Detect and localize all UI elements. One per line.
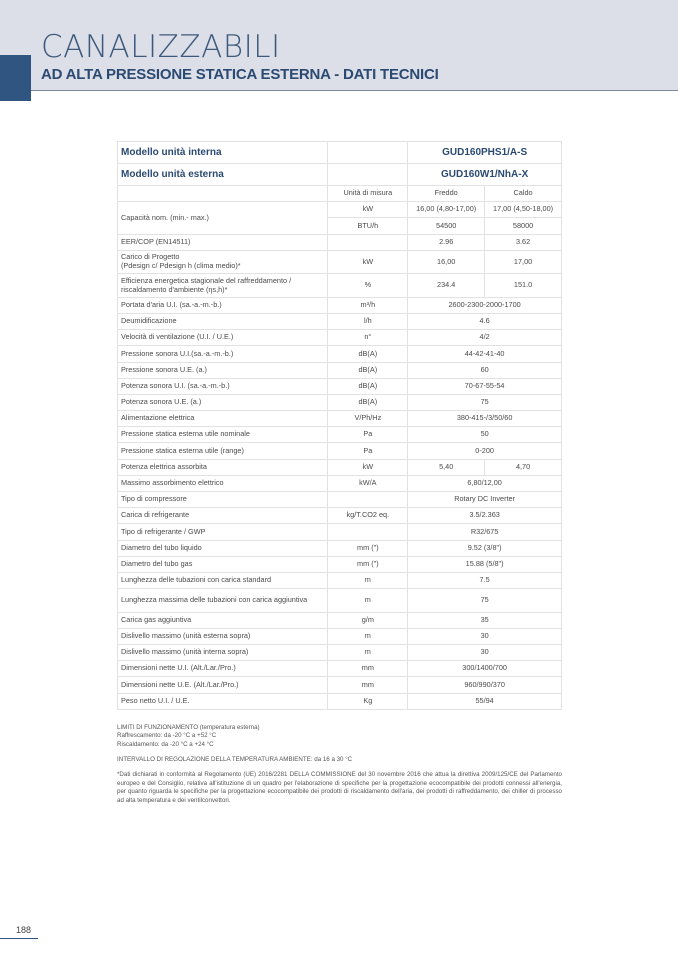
unit-cell: kW (328, 459, 408, 475)
row-label: Efficienza energetica stagionale del raffreddamento / riscaldamento d'ambiente (ηs,h)* (118, 274, 328, 298)
unit-cell: mm (328, 661, 408, 677)
value-cell: 58000 (485, 218, 562, 234)
unit-cell (328, 492, 408, 508)
unit-cell: g/m (328, 612, 408, 628)
table-row (118, 394, 562, 410)
unit-cell: mm (328, 677, 408, 693)
value-cell: R32/675 (408, 524, 562, 540)
row-label: Carica gas aggiuntiva (118, 612, 328, 628)
row-label: Pressione statica esterna utile (range) (118, 443, 328, 459)
value-cell: 30 (408, 628, 562, 644)
table-row (118, 693, 562, 709)
row-label: Pressione statica esterna utile nominale (118, 427, 328, 443)
notes (117, 724, 562, 812)
page-number-rule (0, 938, 38, 939)
col-unit: Unità di misura (328, 186, 408, 202)
empty-cell (328, 164, 408, 186)
unit-cell: dB(A) (328, 362, 408, 378)
row-label: Carico di Progetto (Pdesign c/ Pdesign h (clima medio)* (118, 250, 328, 274)
unit-cell: m (328, 645, 408, 661)
unit-cell: mm (") (328, 556, 408, 572)
unit-cell: m (328, 572, 408, 588)
table-row (118, 362, 562, 378)
table-row (118, 540, 562, 556)
value-cell: 0-200 (408, 443, 562, 459)
table-row (118, 330, 562, 346)
row-label: EER/COP (EN14511) (118, 234, 328, 250)
value-cell: 17,00 (485, 250, 562, 274)
empty-cell (118, 186, 328, 202)
unit-cell: m³/h (328, 297, 408, 313)
table-row (118, 459, 562, 475)
table-row (118, 524, 562, 540)
value-cell: 9.52 (3/8") (408, 540, 562, 556)
outdoor-model-row (118, 164, 562, 186)
value-cell: 75 (408, 394, 562, 410)
unit-cell: dB(A) (328, 378, 408, 394)
indoor-model-row (118, 142, 562, 164)
table-row (118, 274, 562, 298)
cooling-limits: Raffrescamento: da -20 °C a +52 °C (117, 732, 217, 740)
row-label: Velocità di ventilazione (U.I. / U.E.) (118, 330, 328, 346)
limits-title: LIMITI DI FUNZIONAMENTO (temperatura esterna) (117, 724, 260, 731)
value-cell: 54500 (408, 218, 485, 234)
table-row (118, 612, 562, 628)
footnote: *Dati dichiarati in conformità al Regolamento (UE) 2016/2281 DELLA COMMISSIONE del 30 novembre 2016 che attua la direttiva 2009/125/CE del Parlamento europeo e del Consiglio, relativa all'istituzione di un quadro per l'elaborazione di specifiche per la progettazione ecocompatibile dei prodotti connessi all'energia, per quanto riguarda le specifiche per la progettazione ecocompatibile dei prodotti di riscaldamento dell'aria, dei prodotti di raffreddamento, dei chiller di processo ad alta temperatura e dei ventilconvettori. (117, 771, 562, 804)
value-cell: 35 (408, 612, 562, 628)
value-cell: 2.96 (408, 234, 485, 250)
row-label: Massimo assorbimento elettrico (118, 475, 328, 491)
row-label: Potenza elettrica assorbita (118, 459, 328, 475)
value-cell: 151.0 (485, 274, 562, 298)
unit-cell: V/Ph/Hz (328, 411, 408, 427)
table-row (118, 411, 562, 427)
value-cell: 60 (408, 362, 562, 378)
row-label: Carica di refrigerante (118, 508, 328, 524)
table-row (118, 556, 562, 572)
value-cell: 5,40 (408, 459, 485, 475)
table-row (118, 250, 562, 274)
value-cell: 70-67-55-54 (408, 378, 562, 394)
unit-cell: m (328, 628, 408, 644)
value-cell: 2600-2300-2000-1700 (408, 297, 562, 313)
indoor-model-value: GUD160PHS1/A-S (408, 142, 562, 164)
table-row (118, 661, 562, 677)
empty-cell (328, 142, 408, 164)
row-label: Tipo di compressore (118, 492, 328, 508)
table-row (118, 645, 562, 661)
value-cell: Rotary DC Inverter (408, 492, 562, 508)
row-label: Deumidificazione (118, 313, 328, 329)
row-label: Pressione sonora U.E. (a.) (118, 362, 328, 378)
value-cell: 3.62 (485, 234, 562, 250)
value-cell: 15.88 (5/8") (408, 556, 562, 572)
column-header-row (118, 186, 562, 202)
value-cell: 6,80/12,00 (408, 475, 562, 491)
table-row (118, 677, 562, 693)
row-label: Dislivello massimo (unità esterna sopra) (118, 628, 328, 644)
outdoor-model-label: Modello unità esterna (118, 164, 328, 186)
row-label: Tipo di refrigerante / GWP (118, 524, 328, 540)
row-label: Potenza sonora U.I. (sa.-a.-m.-b.) (118, 378, 328, 394)
row-label: Lunghezza massima delle tubazioni con carica aggiuntiva (118, 589, 328, 613)
value-cell: 4/2 (408, 330, 562, 346)
table-row (118, 572, 562, 588)
col-hot: Caldo (485, 186, 562, 202)
value-cell: 55/94 (408, 693, 562, 709)
unit-cell (328, 524, 408, 540)
table-row (118, 628, 562, 644)
row-label: Lunghezza delle tubazioni con carica standard (118, 572, 328, 588)
row-label: Portata d'aria U.I. (sa.-a.-m.-b.) (118, 297, 328, 313)
value-cell: 75 (408, 589, 562, 613)
table-row (118, 313, 562, 329)
table-row (118, 589, 562, 613)
value-cell: 960/990/370 (408, 677, 562, 693)
value-cell: 380-415-/3/50/60 (408, 411, 562, 427)
value-cell: 16,00 (4,80-17,00) (408, 202, 485, 218)
value-cell: 30 (408, 645, 562, 661)
row-label: Dimensioni nette U.E. (Alt./Lar./Pro.) (118, 677, 328, 693)
unit-cell (328, 234, 408, 250)
table-row (118, 443, 562, 459)
unit-cell: kW (328, 202, 408, 218)
value-cell: 3.5/2.363 (408, 508, 562, 524)
unit-cell: Pa (328, 427, 408, 443)
col-cold: Freddo (408, 186, 485, 202)
row-label: Alimentazione elettrica (118, 411, 328, 427)
unit-cell: kW/A (328, 475, 408, 491)
outdoor-model-value: GUD160W1/NhA-X (408, 164, 562, 186)
heating-limits: Riscaldamento: da -20 °C a +24 °C (117, 740, 214, 748)
capacity-label: Capacità nom. (min.- max.) (118, 202, 328, 234)
unit-cell: Kg (328, 693, 408, 709)
temperature-interval: INTERVALLO DI REGOLAZIONE DELLA TEMPERATURA AMBIENTE: da 16 a 30 °C (117, 756, 353, 764)
table-row (118, 346, 562, 362)
unit-cell: % (328, 274, 408, 298)
table-row (118, 475, 562, 491)
value-cell: 7.5 (408, 572, 562, 588)
unit-cell: kW (328, 250, 408, 274)
table-row (118, 508, 562, 524)
unit-cell: dB(A) (328, 394, 408, 410)
value-cell: 4,70 (485, 459, 562, 475)
unit-cell: Pa (328, 443, 408, 459)
table-row (118, 234, 562, 250)
value-cell: 300/1400/700 (408, 661, 562, 677)
value-cell: 17,00 (4,50-18,00) (485, 202, 562, 218)
unit-cell: mm (") (328, 540, 408, 556)
section-marker (0, 55, 31, 101)
unit-cell: BTU/h (328, 218, 408, 234)
row-label: Pressione sonora U.I.(sa.-a.-m.-b.) (118, 346, 328, 362)
table-row (118, 202, 562, 218)
row-label: Diametro del tubo gas (118, 556, 328, 572)
table-row (118, 492, 562, 508)
value-cell: 16,00 (408, 250, 485, 274)
value-cell: 4.6 (408, 313, 562, 329)
unit-cell: l/h (328, 313, 408, 329)
row-label: Dimensioni nette U.I. (Alt./Lar./Pro.) (118, 661, 328, 677)
row-label: Potenza sonora U.E. (a.) (118, 394, 328, 410)
unit-cell: m (328, 589, 408, 613)
value-cell: 50 (408, 427, 562, 443)
row-label: Peso netto U.I. / U.E. (118, 693, 328, 709)
specs-table (117, 141, 562, 710)
table-row (118, 297, 562, 313)
page-subtitle: AD ALTA PRESSIONE STATICA ESTERNA - DATI TECNICI (41, 66, 439, 83)
page-number: 188 (16, 925, 32, 935)
indoor-model-label: Modello unità interna (118, 142, 328, 164)
page-title: CANALIZZABILI (41, 29, 281, 65)
unit-cell: dB(A) (328, 346, 408, 362)
table-row (118, 378, 562, 394)
value-cell: 44-42-41-40 (408, 346, 562, 362)
table-row (118, 427, 562, 443)
row-label: Diametro del tubo liquido (118, 540, 328, 556)
row-label: Dislivello massimo (unità interna sopra) (118, 645, 328, 661)
unit-cell: n° (328, 330, 408, 346)
unit-cell: kg/T.CO2 eq. (328, 508, 408, 524)
value-cell: 234.4 (408, 274, 485, 298)
